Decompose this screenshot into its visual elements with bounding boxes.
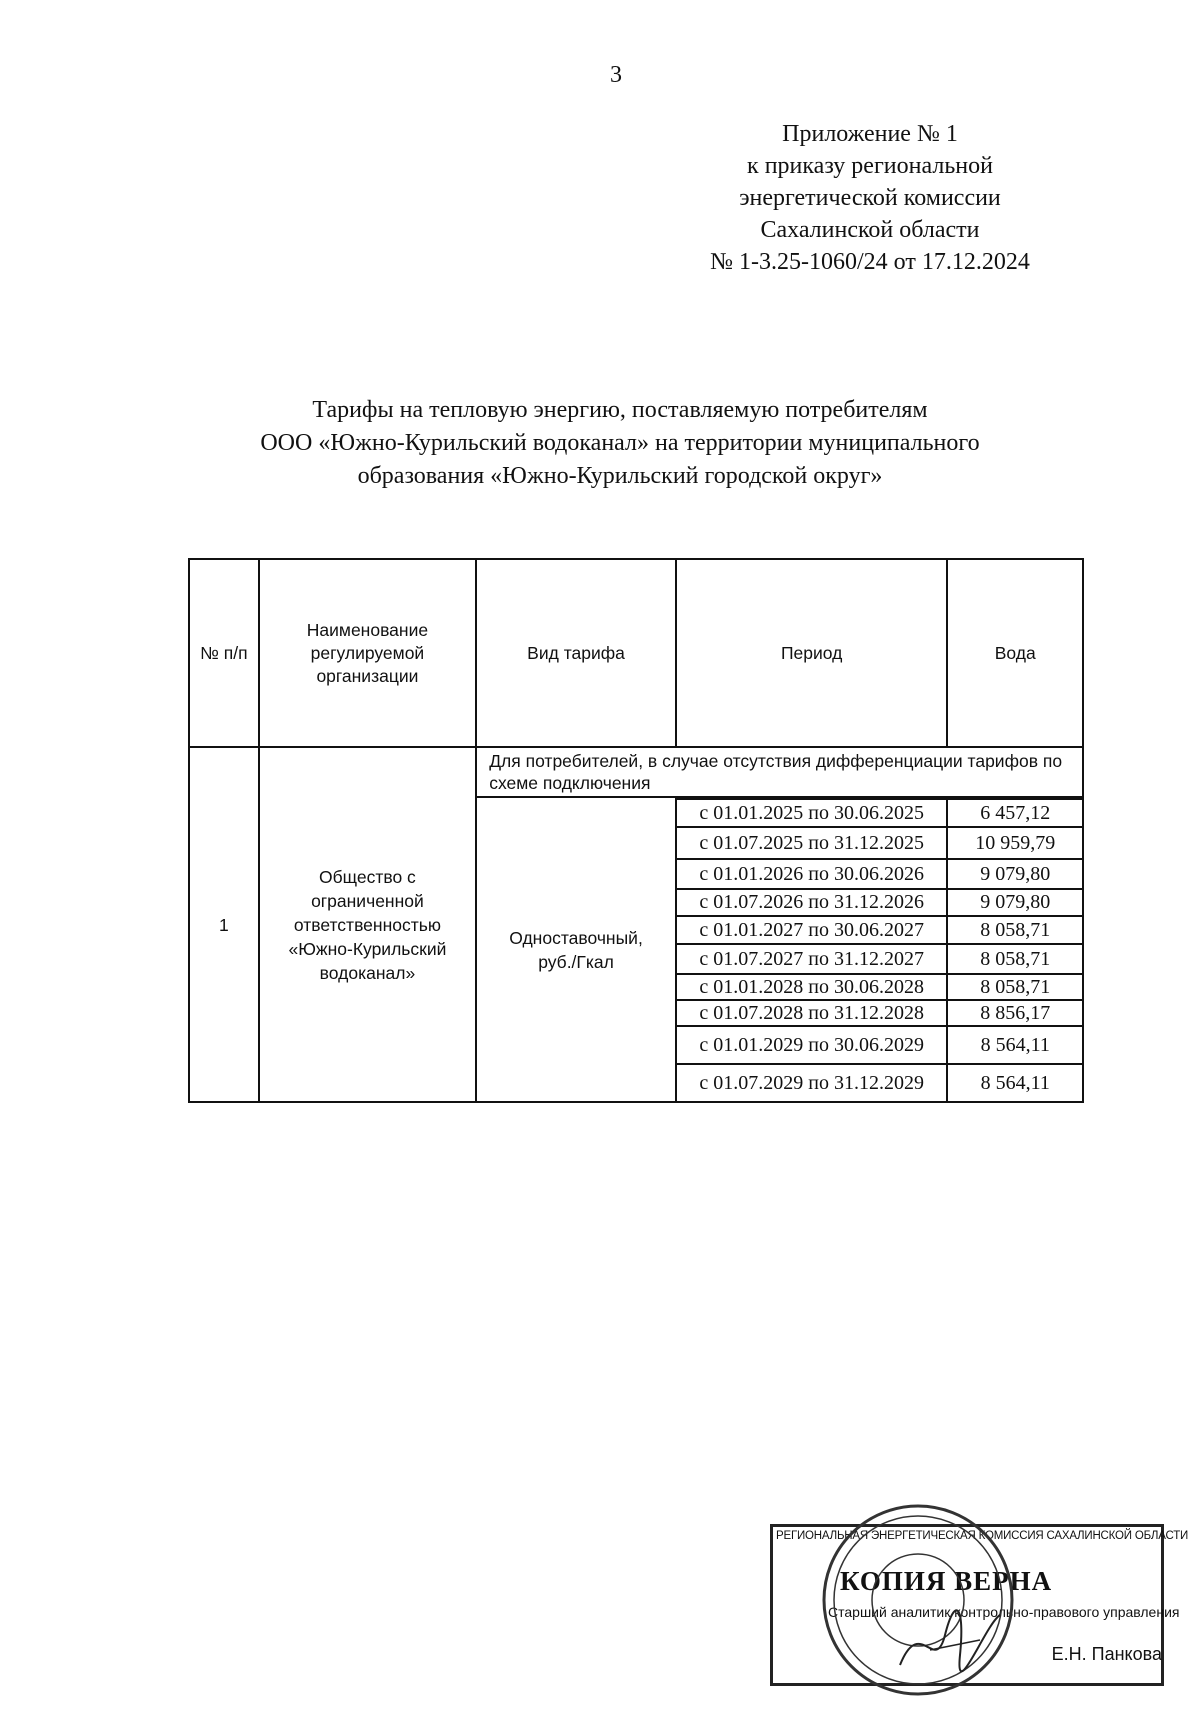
row-number: 1 (189, 747, 259, 1102)
period-cell: с 01.01.2027 по 30.06.2027 (676, 916, 948, 944)
header-org: Наименование регулируемой организации (259, 559, 477, 747)
period-cell: с 01.01.2028 по 30.06.2028 (676, 974, 948, 1000)
value-cell: 8 058,71 (947, 974, 1083, 1000)
appendix-line: Сахалинской области (760, 217, 980, 243)
value-cell: 8 058,71 (947, 944, 1083, 974)
header-period: Период (676, 559, 948, 747)
value-cell: 8 564,11 (947, 1026, 1083, 1064)
organization-name: Общество с ограниченной ответственностью «Южно-Курильский водоканал» (259, 747, 477, 1102)
table-header-row (189, 559, 1083, 747)
header-num: № п/п (189, 559, 259, 747)
consumer-group-label: Для потребителей, в случае отсутствия дифференциации тарифов по схеме подключения (476, 747, 1083, 797)
period-cell: с 01.01.2026 по 30.06.2026 (676, 859, 948, 889)
stamp-copy-true: КОПИЯ ВЕРНА (840, 1566, 1053, 1596)
value-cell: 8 564,11 (947, 1064, 1083, 1102)
title-line: ООО «Южно-Курильский водоканал» на территории муниципального (260, 430, 980, 456)
period-cell: с 01.01.2029 по 30.06.2029 (676, 1026, 948, 1064)
value-cell: 10 959,79 (947, 827, 1083, 859)
value-cell: 9 079,80 (947, 889, 1083, 916)
document-title (160, 394, 1080, 493)
table-row (189, 747, 1083, 797)
stamp-organization: РЕГИОНАЛЬНАЯ ЭНЕРГЕТИЧЕСКАЯ КОМИССИЯ САХАЛИНСКОЙ ОБЛАСТИ (776, 1530, 1189, 1542)
value-cell: 8 856,17 (947, 1000, 1083, 1026)
tariff-type: Одноставочный, руб./Гкал (476, 797, 676, 1102)
page-number: 3 (610, 62, 622, 88)
appendix-line: Приложение № 1 (782, 121, 958, 147)
period-cell: с 01.07.2027 по 31.12.2027 (676, 944, 948, 974)
stamp-role: Старший аналитик контрольно-правового управления (828, 1604, 1180, 1620)
appendix-header (660, 118, 1080, 278)
value-cell: 9 079,80 (947, 859, 1083, 889)
value-cell: 6 457,12 (947, 799, 1083, 827)
appendix-line: энергетической комиссии (739, 185, 1001, 211)
period-cell: с 01.07.2026 по 31.12.2026 (676, 889, 948, 916)
stamp-signer-name: Е.Н. Панкова (1051, 1644, 1162, 1664)
tariff-table (188, 558, 1084, 1103)
header-water: Вода (947, 559, 1083, 747)
certification-stamp (770, 1500, 1189, 1710)
period-cell: с 01.07.2025 по 31.12.2025 (676, 827, 948, 859)
value-cell: 8 058,71 (947, 916, 1083, 944)
period-cell: с 01.07.2028 по 31.12.2028 (676, 1000, 948, 1026)
signature-icon (890, 1595, 1010, 1685)
period-cell: с 01.01.2025 по 30.06.2025 (676, 799, 948, 827)
period-cell: с 01.07.2029 по 31.12.2029 (676, 1064, 948, 1102)
appendix-line: к приказу региональной (747, 153, 993, 179)
appendix-line: № 1-3.25-1060/24 от 17.12.2024 (710, 249, 1030, 275)
title-line: образования «Южно-Курильский городской округ» (357, 463, 883, 489)
header-tariff-type: Вид тарифа (476, 559, 676, 747)
title-line: Тарифы на тепловую энергию, поставляемую потребителям (312, 397, 928, 423)
